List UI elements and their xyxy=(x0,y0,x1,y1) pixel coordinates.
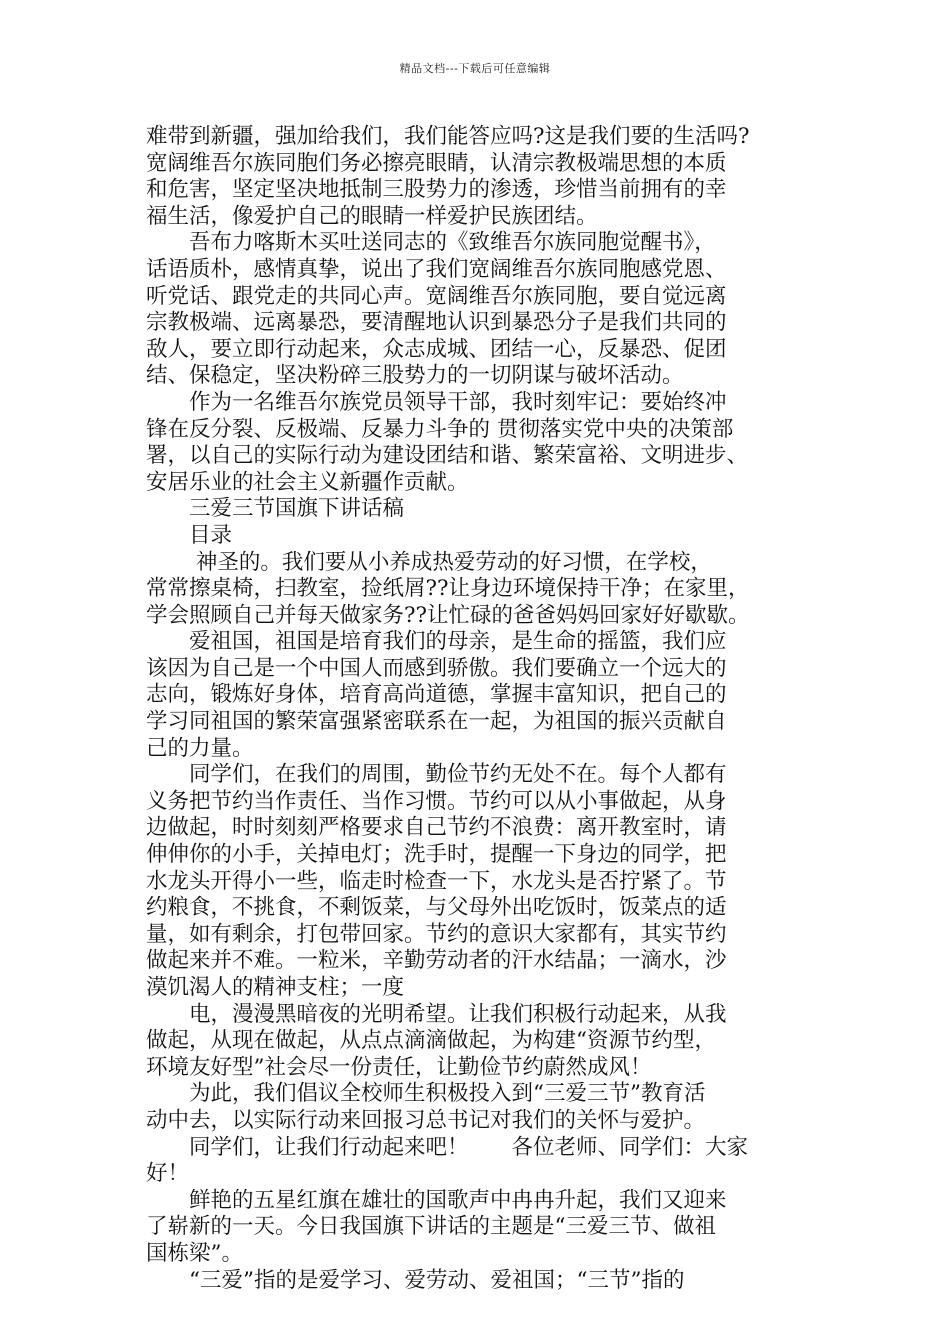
text-line: 量，如有剩余，打包带回家。节约的意识大家都有，其实节约 xyxy=(146,921,727,947)
text-line: 宗教极端、远离暴恐，要清醒地认识到暴恐分子是我们共同的 xyxy=(146,310,727,336)
text-line: 做起，从现在做起，从点点滴滴做起，为构建“资源节约型， xyxy=(146,1028,716,1054)
text-line: 电，漫漫黑暗夜的光明希望。让我们积极行动起来，从我 xyxy=(146,1001,727,1027)
document-body xyxy=(146,124,810,1294)
text-line: 环境友好型”社会尽一份责任，让勤俭节约蔚然成风！ xyxy=(146,1054,652,1080)
text-line: 做起来并不难。一粒米，辛勤劳动者的汗水结晶；一滴水，沙 xyxy=(146,948,727,974)
text-line: 边做起，时时刻刻严格要求自己节约不浪费：离开教室时，请 xyxy=(146,815,727,841)
text-line: 水龙头开得小一些，临走时检查一下，水龙头是否拧紧了。节 xyxy=(146,868,727,894)
text-line: 和危害，坚定坚决地抵制三股势力的渗透，珍惜当前拥有的幸 xyxy=(146,177,727,203)
text-line: 敌人，要立即行动起来，众志成城、团结一心，反暴恐、促团 xyxy=(146,336,727,362)
text-line: 吾布力喀斯木买吐送同志的《致维吾尔族同胞觉醒书》， xyxy=(146,230,716,256)
text-line: 难带到新疆，强加给我们，我们能答应吗?这是我们要的生活吗? xyxy=(146,124,750,149)
text-line: 伸伸你的小手，关掉电灯；洗手时，提醒一下身边的同学，把 xyxy=(146,842,727,868)
text-line: 福生活，像爱护自己的眼睛一样爱护民族团结。 xyxy=(146,203,598,229)
text-line: 为此，我们倡议全校师生积极投入到“三爱三节”教育活 xyxy=(146,1081,706,1107)
text-line: 爱祖国，祖国是培育我们的母亲，是生命的摇篮，我们应 xyxy=(146,629,727,655)
text-line: 同学们，在我们的周围，勤俭节约无处不在。每个人都有 xyxy=(146,762,727,788)
text-line: 话语质朴，感情真挚，说出了我们宽阔维吾尔族同胞感党恩、 xyxy=(146,256,727,282)
text-line: 志向，锻炼好身体，培育高尚道德，掌握丰富知识，把自己的 xyxy=(146,682,727,708)
text-line: 作为一名维吾尔族党员领导干部，我时刻牢记：要始终冲 xyxy=(146,389,727,415)
text-line: 约粮食，不挑食，不剩饭菜，与父母外出吃饭时，饭菜点的适 xyxy=(146,895,727,921)
text-line: 了崭新的一天。今日我国旗下讲话的主题是“三爱三节、做祖 xyxy=(146,1214,716,1240)
page-header: 精品文档---下载后可任意编辑 xyxy=(399,62,551,75)
text-line: 己的力量。 xyxy=(146,735,254,761)
text-line: 听党话、跟党走的共同心声。宽阔维吾尔族同胞，要自觉远离 xyxy=(146,283,727,309)
text-line: “三爱”指的是爱学习、爱劳动、爱祖国；“三节”指的 xyxy=(146,1267,685,1293)
text-line: 安居乐业的社会主义新疆作贡献。 xyxy=(146,469,469,495)
text-line: 漠饥渴人的精神支柱；一度 xyxy=(146,975,405,1000)
section-title: 三爱三节国旗下讲话稿 xyxy=(146,496,405,522)
text-line: 锋在反分裂、反极端、反暴力斗争的 贯彻落实党中央的决策部 xyxy=(146,416,734,442)
text-line: 结、保稳定，坚决粉碎三股势力的一切阴谋与破坏活动。 xyxy=(146,363,684,389)
text-line: 署，以自己的实际行动为建设团结和谐、繁荣富裕、文明进步、 xyxy=(146,443,749,469)
text-line: 宽阔维吾尔族同胞们务必擦亮眼睛，认清宗教极端思想的本质 xyxy=(146,150,727,176)
text-line: 常常擦桌椅，扫教室，捡纸屑??让身边环境保持干净；在家里， xyxy=(146,576,750,602)
text-line: 动中去，以实际行动来回报习总书记对我们的关怀与爱护。 xyxy=(146,1107,706,1133)
text-line: 鲜艳的五星红旗在雄壮的国歌声中冉冉升起，我们又迎来 xyxy=(146,1187,727,1213)
text-line: 国栋梁”。 xyxy=(146,1240,243,1266)
text-line: 学习同祖国的繁荣富强紧密联系在一起，为祖国的振兴贡献自 xyxy=(146,709,727,735)
toc-heading: 目录 xyxy=(146,522,233,548)
text-line: 好！ xyxy=(146,1161,190,1187)
text-line: 该因为自己是一个中国人而感到骄傲。我们要确立一个远大的 xyxy=(146,655,727,681)
text-line: 神圣的。我们要从小养成热爱劳动的好习惯，在学校， xyxy=(146,549,712,575)
text-line: 义务把节约当作责任、当作习惯。节约可以从小事做起，从身 xyxy=(146,788,727,814)
text-line: 同学们，让我们行动起来吧！ 各位老师、同学们：大家 xyxy=(146,1134,749,1160)
text-line: 学会照顾自己并每天做家务??让忙碌的爸爸妈妈回家好好歇歇。 xyxy=(146,602,750,628)
